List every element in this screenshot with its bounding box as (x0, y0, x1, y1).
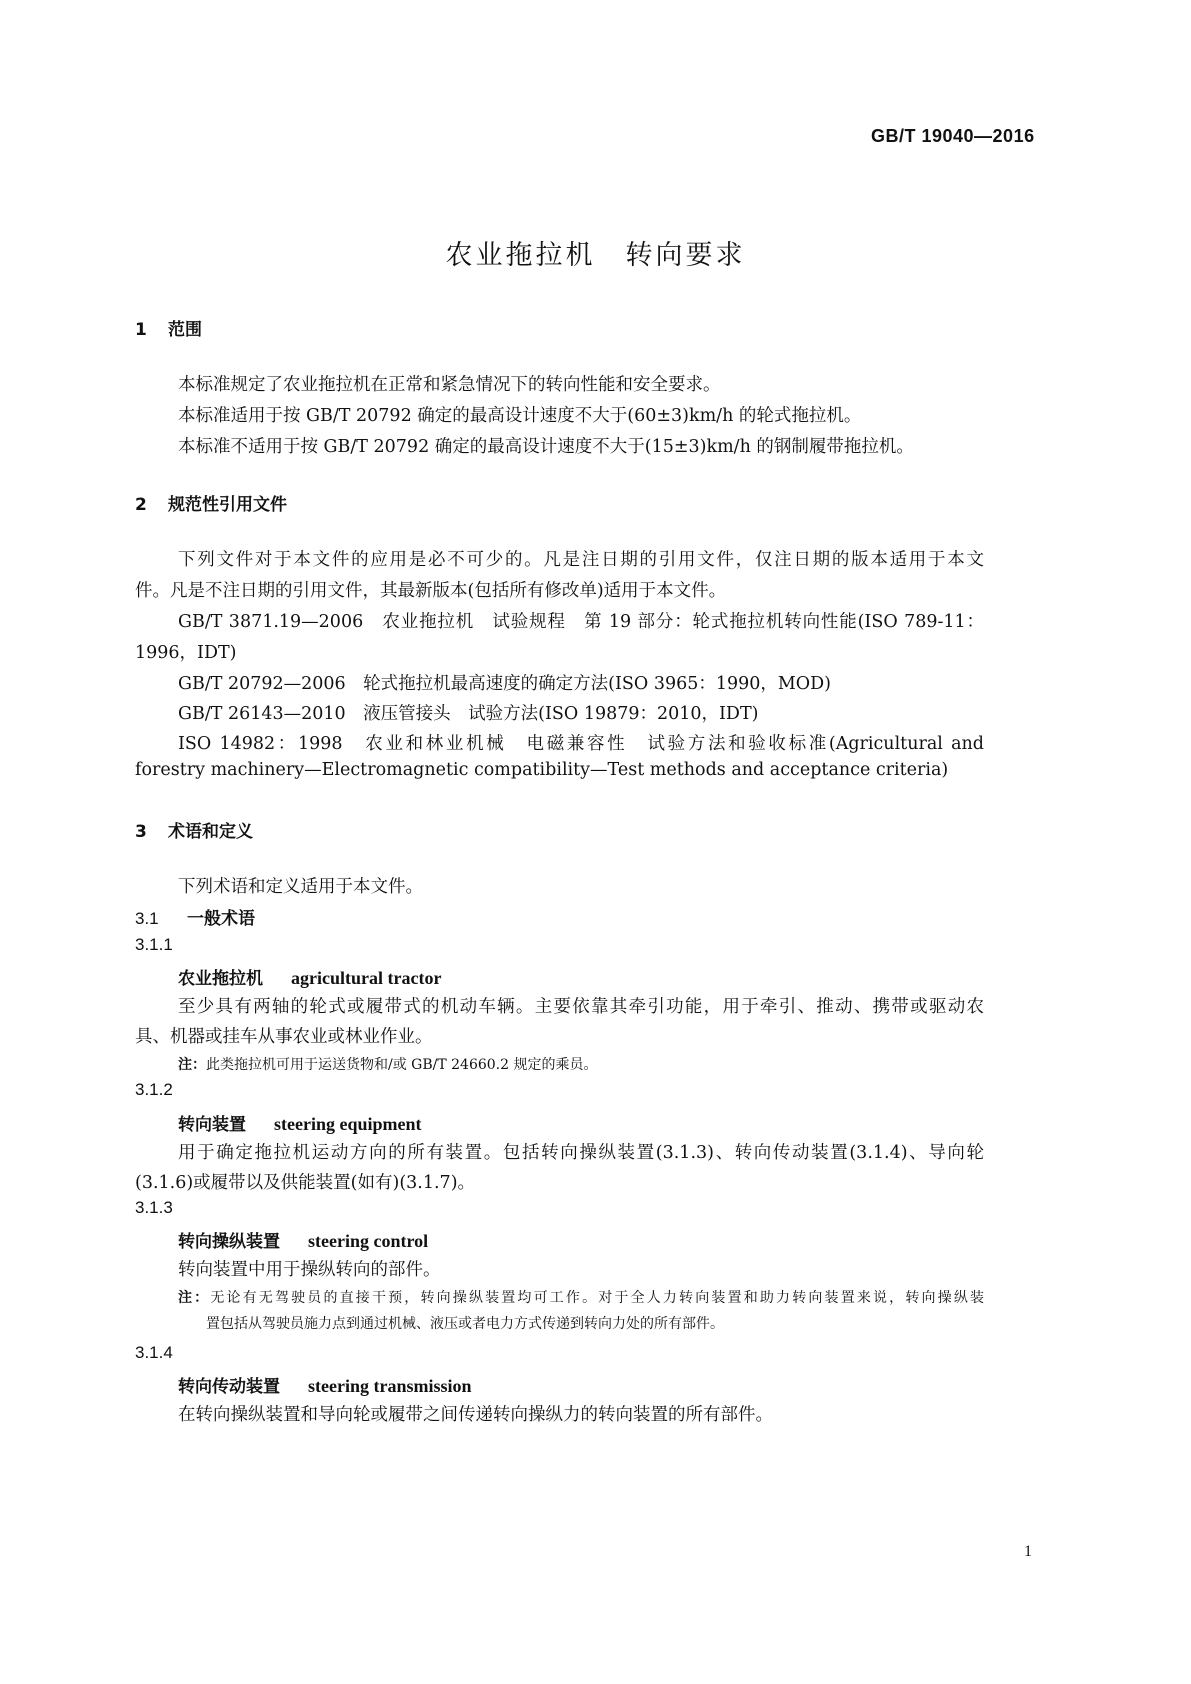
term-zh: 农业拖拉机 (178, 969, 263, 989)
term-zh: 转向传动装置 (178, 1377, 280, 1397)
term-number: 3.1.2 (135, 1080, 173, 1099)
term-definition: 用于确定拖拉机运动方向的所有装置。包括转向操纵装置(3.1.3)、转向传动装置(3.1.4)、导向轮 (178, 1143, 984, 1163)
term-definition: 在转向操纵装置和导向轮或履带之间传递转向操纵力的转向装置的所有部件。 (178, 1405, 773, 1425)
term-definition-continued: 具、机器或挂车从事农业或林业作业。 (135, 1027, 433, 1047)
term-number: 3.1.3 (135, 1198, 173, 1217)
term-zh: 转向操纵装置 (178, 1232, 280, 1252)
note (178, 1287, 984, 1307)
note-text-continued: 置包括从驾驶员施力点到通过机械、液压或者电力方式传递到转向力处的所有部件。 (206, 1316, 724, 1332)
paragraph: 本标准不适用于按 GB/T 20792 确定的最高设计速度不大于(15±3)km/h 的钢制履带拖拉机。 (178, 437, 914, 457)
term-heading (178, 1227, 428, 1252)
section-number: 1 (135, 320, 147, 340)
subsection-heading (135, 904, 255, 929)
document-title: 农业拖拉机 转向要求 (445, 240, 746, 271)
term-definition-continued: (3.1.6)或履带以及供能装置(如有)(3.1.7)。 (135, 1173, 476, 1193)
term-heading (178, 1110, 422, 1135)
section-title: 规范性引用文件 (168, 495, 287, 515)
subsection-title: 一般术语 (187, 909, 255, 929)
term-number: 3.1.4 (135, 1343, 173, 1362)
section-heading-scope (135, 315, 202, 340)
term-definition: 至少具有两轴的轮式或履带式的机动车辆。主要依靠其牵引功能，用于牵引、推动、携带或驱动农 (178, 997, 984, 1017)
paragraph: 本标准规定了农业拖拉机在正常和紧急情况下的转向性能和安全要求。 (178, 375, 721, 395)
section-number: 3 (135, 822, 147, 842)
term-en: steering transmission (308, 1376, 472, 1396)
term-zh: 转向装置 (178, 1115, 246, 1135)
section-heading-normative-references (135, 490, 287, 515)
paragraph: 下列术语和定义适用于本文件。 (178, 877, 423, 897)
term-definition: 转向装置中用于操纵转向的部件。 (178, 1260, 441, 1280)
paragraph: 件。凡是不注日期的引用文件，其最新版本(包括所有修改单)适用于本文件。 (135, 581, 727, 601)
note-text: 无论有无驾驶员的直接干预，转向操纵装置均可工作。对于全人力转向装置和助力转向装置来说，转向操纵装 (210, 1290, 984, 1306)
term-heading (178, 1372, 472, 1397)
term-en: agricultural tractor (291, 968, 442, 988)
reference-item: ISO 14982：1998 农业和林业机械 电磁兼容性 试验方法和验收标准(Agricultural and (178, 734, 984, 754)
reference-item-continued: 1996，IDT) (135, 643, 237, 663)
page-number: 1 (1024, 1543, 1032, 1560)
subsection-number: 3.1 (135, 909, 159, 928)
section-heading-terms (135, 817, 253, 842)
term-heading (178, 964, 441, 989)
paragraph: 下列文件对于本文件的应用是必不可少的。凡是注日期的引用文件，仅注日期的版本适用于本文 (178, 550, 984, 570)
note-label: 注： (178, 1290, 211, 1306)
reference-item: GB/T 26143—2010 液压管接头 试验方法(ISO 19879：2010，IDT) (178, 704, 759, 724)
section-title: 范围 (168, 320, 202, 340)
reference-item: GB/T 20792—2006 轮式拖拉机最高速度的确定方法(ISO 3965：1990，MOD) (178, 674, 832, 694)
term-en: steering equipment (274, 1114, 422, 1134)
section-title: 术语和定义 (168, 822, 253, 842)
term-number: 3.1.1 (135, 935, 173, 954)
note-label: 注： (178, 1057, 206, 1073)
note-text: 此类拖拉机可用于运送货物和/或 GB/T 24660.2 规定的乘员。 (206, 1057, 598, 1073)
reference-item-continued: forestry machinery—Electromagnetic compatibility—Test methods and acceptance criteria) (135, 760, 949, 780)
term-en: steering control (308, 1231, 429, 1251)
section-number: 2 (135, 495, 147, 515)
standard-number: GB/T 19040—2016 (871, 126, 1035, 146)
paragraph: 本标准适用于按 GB/T 20792 确定的最高设计速度不大于(60±3)km/h 的轮式拖拉机。 (178, 406, 862, 426)
reference-item: GB/T 3871.19—2006 农业拖拉机 试验规程 第 19 部分：轮式拖拉机转向性能(ISO 789-11： (178, 612, 984, 632)
note (178, 1054, 598, 1074)
